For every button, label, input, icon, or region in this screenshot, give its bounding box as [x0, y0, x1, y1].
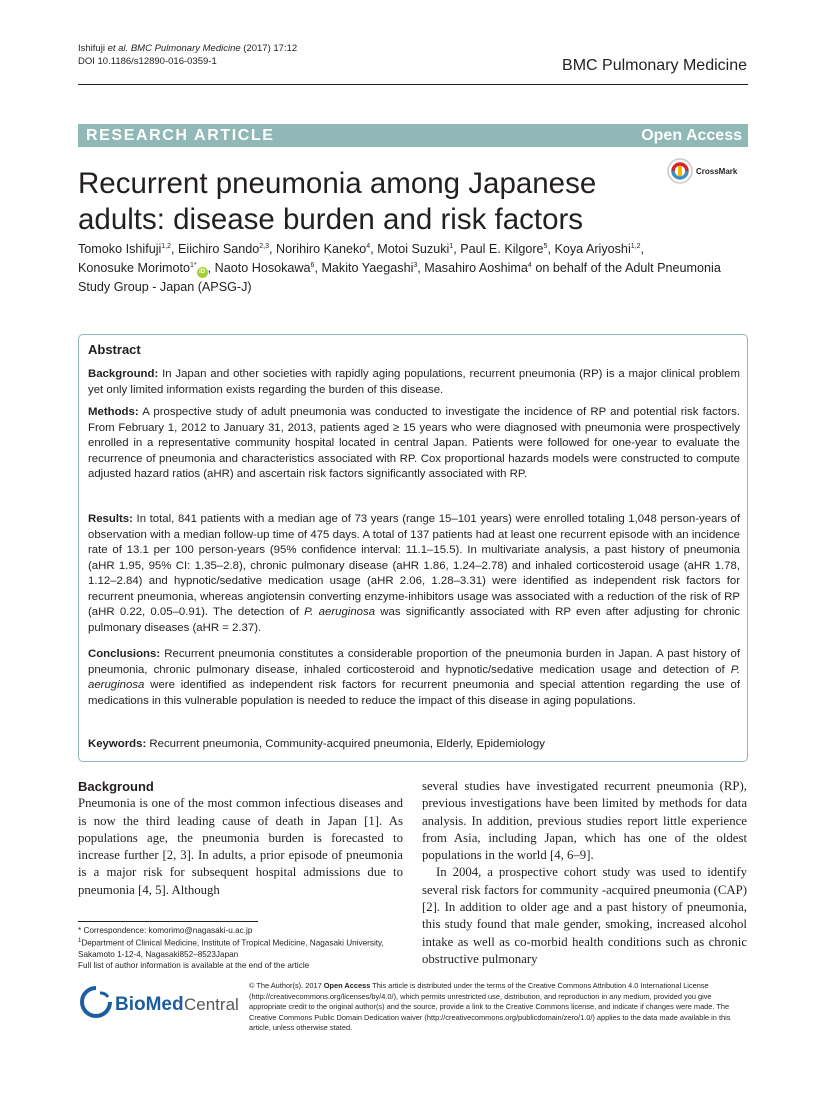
- author: Makito Yaegashi: [321, 261, 414, 275]
- crossmark-icon: [667, 158, 693, 184]
- open-access-label: Open Access: [641, 127, 742, 144]
- corresponding-author: Konosuke Morimoto: [78, 261, 190, 275]
- license-statement: © The Author(s). 2017 Open Access This article is distributed under the terms of the Creative Commons Attribution 4.0 International License (http://creativecommons.org/licenses/by/4.0/), which permits unrestricted use, distribution, and reproduction in any medium, provided you give appropriate credit to the original author(s) and the source, provide a link to the Creative Commons license, and indicate if changes were made. The Creative Commons Public Domain Dedication waiver (http://creativecommons.org/publicdomain/zero/1.0/) applies to the data made available in this article, unless otherwise stated.: [249, 981, 731, 1033]
- abstract-keywords: Keywords: Recurrent pneumonia, Community-acquired pneumonia, Elderly, Epidemiology: [88, 738, 545, 750]
- article-type-banner: [78, 124, 748, 147]
- abstract-results: Results: In total, 841 patients with a median age of 73 years (range 15–101 years) were enrolled totaling 1,048 person-years of observation with a median follow-up time of 475 days. A total of 137 patients had at least one recurrent episode with an incidence rate of 13.1 per 100 person-years (95% confidence interval: 11.1–15.5). In multivariate analysis, a past history of pneumonia (aHR 1.95, 95% CI: 1.35–2.8), chronic pulmonary disease (aHR 1.86, 1.24–2.78) and inhaled corticosteroid usage (aHR 1.78, 1.12–2.84) and hypnotic/sedative medication usage (aHR 2.06, 1.28–3.31) were identified as independent risk factors for recurrent pneumonia, whereas angiotensin converting enzyme-inhibitors usage was associated with a reduction of the risk of RP (aHR 0.22, 0.05–0.91). The detection of P. aeruginosa was significantly associated with RP even after adjusting for chronic pulmonary diseases (aHR = 2.37).: [88, 513, 741, 634]
- logo-text-central: Central: [184, 995, 239, 1014]
- footnote-divider: [78, 921, 258, 922]
- author-info-note: Full list of author information is available at the end of the article: [78, 961, 310, 971]
- article-type-label: RESEARCH ARTICLE: [86, 127, 275, 144]
- author-list: Tomoko Ishifuji$^{1,2}$, Eiichiro Sando$^{2,3}$, Norihiro Kaneko$^4$, Motoi Suzuki$^1$, Paul E. Kilgore$^5$, Koya Ariyoshi$^{1,2}$, Konosuke Morimoto$^{1*}$iD , Naoto Hosokawa$^6$, Makito Yaegashi$^3$, Masahiro Aoshima$^4$ on behalf of the Adult Pneumonia Study Group - Japan (APSG-J): [78, 242, 721, 294]
- citation-line: Ishifuji et al. BMC Pulmonary Medicine (2017) 17:12: [78, 43, 298, 54]
- crossmark-label: CrossMark: [696, 166, 738, 176]
- abstract-conclusions: Conclusions: Recurrent pneumonia constitutes a considerable proportion of the pneumonia burden in Japan. A past history of pneumonia, chronic pulmonary disease, inhaled corticosteroid and hypnotic/sedative medication usage and detection of P. aeruginosa were identified as independent risk factors for recurrent pneumonia and special attention regarding the use of medications in this vulnerable population is needed to reduce the impact of this disease in aging populations.: [88, 648, 740, 707]
- crossmark-badge[interactable]: [667, 156, 751, 186]
- orcid-icon[interactable]: iD: [197, 267, 208, 278]
- logo-text-biomed: BioMed: [115, 994, 184, 1015]
- abstract-methods: Methods: A prospective study of adult pneumonia was conducted to investigate the incidence of RP and potential risk factors. From February 1, 2012 to January 31, 2013, patients aged ≥ 15 years who were diagnosed with pneumonia were prospectively enrolled in a representative community hospital located in central Japan. Patients were followed for one-year to evaluate the recurrence of pneumonia and characteristics associated with RP. Cox proportional hazards models were constructed to compute adjusted hazard ratios (aHR) and ascertain risk factors significantly associated with RP.: [88, 406, 740, 480]
- abstract-heading: Abstract: [88, 342, 141, 357]
- abstract-background: Background: In Japan and other societies with rapidly aging populations, recurrent pneumonia (RP) is a major clinical problem yet only limited information exists regarding the burden of this disease.: [88, 368, 740, 396]
- biomed-central-logo: [80, 985, 240, 1019]
- author: Koya Ariyoshi: [554, 242, 631, 256]
- footnotes: [78, 925, 403, 972]
- article-title: Recurrent pneumonia among Japanese adults: disease burden and risk factors: [78, 167, 597, 236]
- author: Eiichiro Sando: [178, 242, 260, 256]
- author: Masahiro Aoshima: [424, 261, 528, 275]
- body-left-column: [78, 778, 403, 899]
- author: Motoi Suzuki: [377, 242, 450, 256]
- body-paragraph: Pneumonia is one of the most common infectious diseases and is now the third leading cause of death in Japan [1]. As populations age, the pneumonia burden is forecasted to increase further [2, 3]. In adults, a prior episode of pneumonia is a major risk for subsequent hospital admissions due to pneumonia [4, 5]. Although: [78, 796, 403, 897]
- author: Norihiro Kaneko: [275, 242, 367, 256]
- body-right-column: [422, 778, 747, 968]
- journal-name: BMC Pulmonary Medicine: [562, 57, 747, 74]
- author: Naoto Hosokawa: [214, 261, 311, 275]
- study-group: on behalf of the Adult Pneumonia Study Group - Japan (APSG-J): [78, 261, 721, 294]
- body-paragraph: several studies have investigated recurrent pneumonia (RP), previous investigations have been limited by methods for data analysis. In addition, previous studies report little experience from Asia, including Japan, which has one of the oldest populations in the world [4, 6–9].: [422, 779, 747, 863]
- correspondence-note: * Correspondence: komorimo@nagasaki-u.ac.jp: [78, 926, 253, 935]
- author: Tomoko Ishifuji: [78, 242, 162, 256]
- section-heading-background: Background: [78, 779, 154, 794]
- header-divider: [78, 84, 748, 85]
- author: Paul E. Kilgore: [460, 242, 544, 256]
- doi-text: DOI 10.1186/s12890-016-0359-1: [78, 56, 217, 67]
- body-paragraph: In 2004, a prospective cohort study was used to identify several risk factors for community -acquired pneumonia (CAP) [2]. In addition to older age and a past history of pneumonia, this study found that male gender, smoking, increased alcohol intake as well as co-morbid health conditions such as chronic obstructive pulmonary: [422, 865, 747, 966]
- affiliation-note: $^1$Department of Clinical Medicine, Institute of Tropical Medicine, Nagasaki University, Sakamoto 1-12-4, Nagasaki852–8523Japan: [78, 938, 384, 960]
